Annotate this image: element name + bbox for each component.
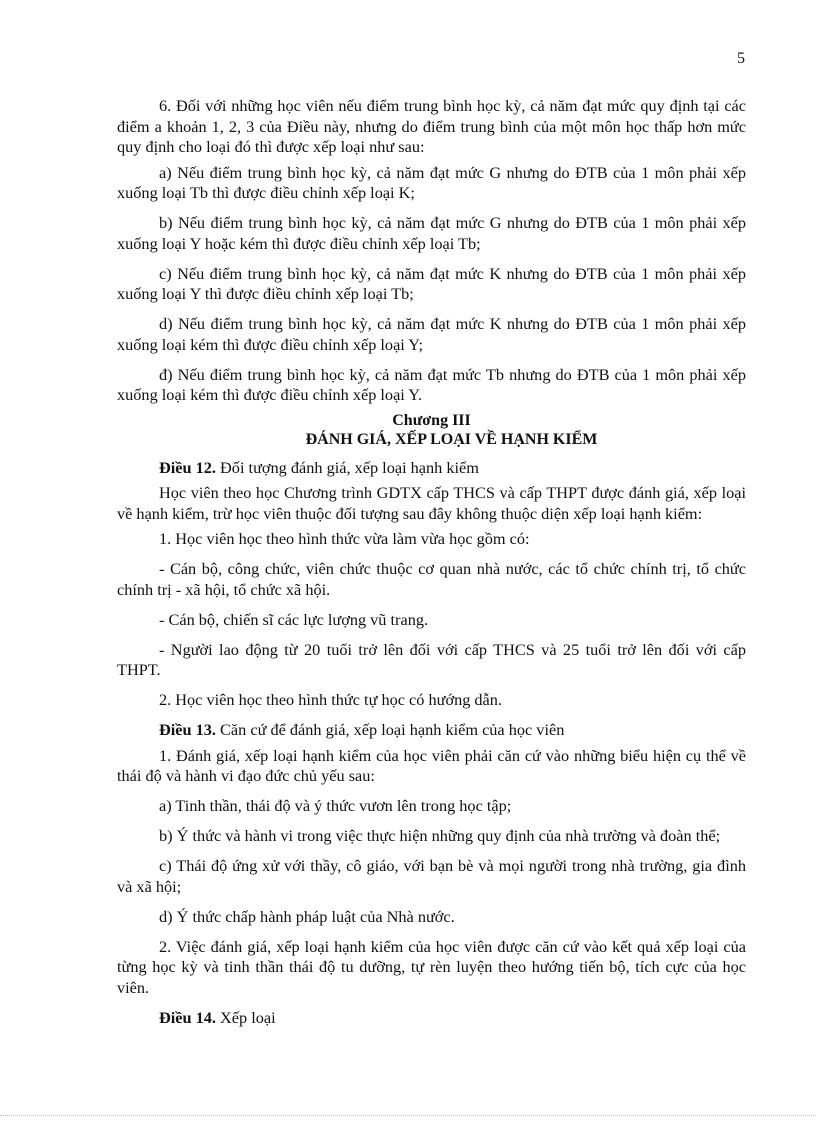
- clause-6-item-d: d) Nếu điểm trung bình học kỳ, cả năm đạt mức K nhưng do ĐTB của 1 môn phải xếp xuống loại kém thì được điều chỉnh xếp loại Y;: [117, 314, 746, 354]
- clause-6-item-c: c) Nếu điểm trung bình học kỳ, cả năm đạt mức K nhưng do ĐTB của 1 môn phải xếp xuống loại Y thì được điều chỉnh xếp loại Tb;: [117, 263, 746, 303]
- document-body: [117, 96, 746, 1038]
- article-14-heading: [117, 1008, 746, 1029]
- clause-6-item-dd: đ) Nếu điểm trung bình học kỳ, cả năm đạt mức Tb nhưng do ĐTB của 1 môn phải xếp xuống loại kém thì được điều chỉnh xếp loại Y.: [117, 364, 746, 404]
- article-12-intro: Học viên theo học Chương trình GDTX cấp THCS và cấp THPT được đánh giá, xếp loại về hạnh kiểm, trừ học viên thuộc đối tượng sau đây không thuộc diện xếp loại hạnh kiểm:: [117, 483, 746, 523]
- article-13-heading: [117, 720, 746, 741]
- article-12-item-2: 2. Học viên học theo hình thức tự học có hướng dẫn.: [159, 690, 502, 709]
- article-12-title: Đối tượng đánh giá, xếp loại hạnh kiểm: [215, 457, 479, 477]
- article-13-label: Điều 13.: [159, 720, 216, 739]
- article-13-item-1-sub-b: b) Ý thức và hành vi trong việc thực hiện những quy định của nhà trường và đoàn thể;: [159, 826, 721, 845]
- article-13-item-1: 1. Đánh giá, xếp loại hạnh kiểm của học viên phải căn cứ vào những biểu hiện cụ thể về thái độ và hành vi đạo đức chủ yếu sau:: [117, 745, 746, 785]
- article-13-title: Căn cứ để đánh giá, xếp loại hạnh kiểm của học viên: [215, 720, 565, 739]
- article-12-label: Điều 12.: [159, 457, 216, 477]
- article-13-item-1-sub-d: d) Ý thức chấp hành pháp luật của Nhà nước.: [159, 906, 455, 926]
- chapter-number: Chương III: [392, 411, 471, 429]
- article-12-item-1-sub-3: - Người lao động từ 20 tuổi trở lên đối với cấp THCS và 25 tuổi trở lên đối với cấp THPT.: [117, 639, 746, 679]
- clause-6-intro: 6. Đối với những học viên nếu điểm trung bình học kỳ, cả năm đạt mức quy định tại các điểm a khoản 1, 2, 3 của Điều này, nhưng do điểm trung bình của một môn học thấp hơn mức quy định cho loại đó thì được xếp loại như sau:: [117, 96, 746, 156]
- article-13-item-2: 2. Việc đánh giá, xếp loại hạnh kiểm của học viên được căn cứ vào kết quả xếp loại của từng học kỳ và tinh thần thái độ tu dưỡng, tự rèn luyện theo hướng tiến bộ, tích cực của học viên.: [117, 936, 746, 997]
- chapter-title: ĐÁNH GIÁ, XẾP LOẠI VỀ HẠNH KIỂM: [305, 430, 598, 448]
- article-12-heading: [117, 458, 746, 479]
- article-13-item-1-sub-a: a) Tinh thần, thái độ và ý thức vươn lên trong học tập;: [159, 796, 512, 815]
- clause-6-item-a: a) Nếu điểm trung bình học kỳ, cả năm đạt mức G nhưng do ĐTB của 1 môn phải xếp xuống loại Tb thì được điều chỉnh xếp loại K;: [117, 162, 746, 202]
- chapter-heading: [117, 411, 746, 449]
- article-12-item-1: 1. Học viên học theo hình thức vừa làm vừa học gồm có:: [159, 529, 530, 548]
- article-12-item-1-sub-2: - Cán bộ, chiến sĩ các lực lượng vũ trang.: [159, 609, 429, 629]
- clause-6-item-b: b) Nếu điểm trung bình học kỳ, cả năm đạt mức G nhưng do ĐTB của 1 môn phải xếp xuống loại Y hoặc kém thì được điều chỉnh xếp loại Tb;: [117, 213, 746, 253]
- page-number: 5: [737, 50, 745, 67]
- article-13-item-1-sub-c: c) Thái độ ứng xử với thầy, cô giáo, với bạn bè và mọi người trong nhà trường, gia đình và xã hội;: [117, 856, 746, 896]
- article-14-label: Điều 14.: [159, 1007, 216, 1027]
- article-14-title: Xếp loại: [215, 1007, 276, 1027]
- article-12-item-1-sub-1: - Cán bộ, công chức, viên chức thuộc cơ quan nhà nước, các tổ chức chính trị, tổ chức chính trị - xã hội, tổ chức xã hội.: [117, 559, 746, 599]
- page-bottom-divider: [0, 1115, 816, 1116]
